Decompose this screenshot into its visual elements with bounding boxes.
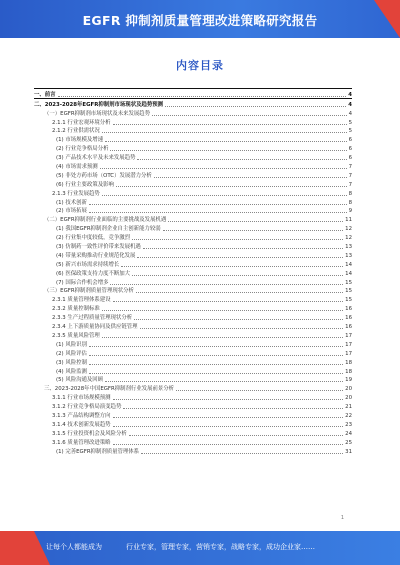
toc-leader-dots xyxy=(102,309,343,311)
toc-entry[interactable] xyxy=(34,134,352,143)
toc-entry-page: 8 xyxy=(348,199,352,206)
toc-entry-page: 7 xyxy=(348,172,352,179)
toc-leader-dots xyxy=(137,158,346,160)
toc-entry[interactable] xyxy=(34,410,352,419)
toc-entry[interactable] xyxy=(34,197,352,206)
header-red-accent xyxy=(374,0,400,38)
toc-entry-label: (1) 风险识别 xyxy=(56,341,87,348)
toc-entry-page: 5 xyxy=(348,128,352,135)
toc-entry-label: 2.3.5 质量风险管理 xyxy=(52,332,100,339)
toc-entry-page: 7 xyxy=(348,181,352,188)
toc-entry-label: (4) 市场需求预测 xyxy=(56,164,98,171)
toc-entry-page: 17 xyxy=(345,350,352,357)
toc-leader-dots xyxy=(113,398,344,400)
page-number: 1 xyxy=(340,515,344,521)
toc-leader-dots xyxy=(110,283,343,285)
toc-entry[interactable] xyxy=(34,126,352,135)
toc-entry[interactable] xyxy=(34,223,352,232)
toc-entry[interactable] xyxy=(34,170,352,179)
toc-entry-label: 2.3.4 上下游质量协同及供应链管理 xyxy=(52,324,138,331)
toc-leader-dots xyxy=(110,149,346,151)
report-footer xyxy=(0,531,400,565)
toc-entry-page: 6 xyxy=(348,146,352,153)
toc-entry[interactable] xyxy=(34,375,352,384)
toc-entry[interactable] xyxy=(34,143,352,152)
toc-entry-label: 2.3.2 质量控制标准 xyxy=(52,306,100,313)
toc-entry[interactable] xyxy=(34,108,352,117)
toc-entry-page: 8 xyxy=(348,190,352,197)
toc-leader-dots xyxy=(136,291,343,293)
toc-entry-label: (2) 市场拓展 xyxy=(56,208,87,215)
toc-entry-label: 3.1.4 技术创新发展趋势 xyxy=(52,421,111,428)
toc-leader-dots xyxy=(58,95,347,97)
toc-entry-label: 一、前言 xyxy=(34,91,56,98)
toc-entry-page: 18 xyxy=(345,368,352,375)
toc-entry-label: (2) 风险评估 xyxy=(56,350,87,357)
toc-entry[interactable] xyxy=(34,330,352,339)
toc-leader-dots xyxy=(165,105,346,107)
toc-entry-label: (3) 产品技术水平及未来发展趋势 xyxy=(56,155,136,162)
toc-entry[interactable] xyxy=(34,446,352,455)
toc-entry-page: 12 xyxy=(345,226,352,233)
toc-entry-label: （三）EGFR抑制剂质量管理现状分析 xyxy=(44,288,134,295)
toc-entry-label: (2) 行业竞争格局分析 xyxy=(56,146,109,153)
toc-entry-page: 17 xyxy=(345,332,352,339)
toc-entry-page: 22 xyxy=(345,412,352,419)
toc-leader-dots xyxy=(123,407,343,409)
toc-entry-page: 4 xyxy=(348,101,352,108)
toc-entry-page: 15 xyxy=(345,279,352,286)
toc-entry-label: 3.1.5 行业投资机会及风险分析 xyxy=(52,430,127,437)
toc-title: 内容目录 xyxy=(176,59,224,72)
toc-entry-page: 12 xyxy=(345,235,352,242)
toc-entry[interactable] xyxy=(34,206,352,215)
footer-red-block xyxy=(0,531,34,565)
toc-leader-dots xyxy=(113,123,347,125)
toc-leader-dots xyxy=(89,372,343,374)
toc-entry[interactable] xyxy=(34,321,352,330)
toc-entry[interactable] xyxy=(34,357,352,366)
toc-entry[interactable] xyxy=(34,259,352,268)
toc-entry[interactable] xyxy=(34,88,352,98)
toc-entry-label: (5) 风险沟通及回顾 xyxy=(56,377,104,384)
toc-entry-label: 2.3.1 质量管理体系建设 xyxy=(52,297,111,304)
toc-entry[interactable] xyxy=(34,294,352,303)
toc-leader-dots xyxy=(100,167,347,169)
toc-leader-dots xyxy=(89,211,347,213)
toc-leader-dots xyxy=(89,203,347,205)
toc-leader-dots xyxy=(89,345,343,347)
toc-entry[interactable] xyxy=(34,188,352,197)
toc-entry-label: 3.1.2 行业竞争格局演变趋势 xyxy=(52,404,122,411)
toc-entry-label: (1) 完善EGFR抑制剂质量管理体系 xyxy=(56,448,140,455)
toc-entry[interactable] xyxy=(34,250,352,259)
toc-entry-label: 3.1.1 行业市场规模预测 xyxy=(52,395,111,402)
toc-entry-page: 25 xyxy=(345,439,352,446)
toc-entry-page: 16 xyxy=(345,306,352,313)
toc-entry[interactable] xyxy=(34,312,352,321)
toc-leader-dots xyxy=(113,425,344,427)
toc-leader-dots xyxy=(113,416,344,418)
toc-leader-dots xyxy=(140,327,344,329)
toc-leader-dots xyxy=(132,274,343,276)
toc-entry-page: 20 xyxy=(345,395,352,402)
toc-leader-dots xyxy=(113,300,344,302)
toc-leader-dots xyxy=(137,256,343,258)
toc-leader-dots xyxy=(89,363,343,365)
toc-entry-label: (4) 风险监测 xyxy=(56,368,87,375)
toc-leader-dots xyxy=(105,380,343,382)
toc-entry-page: 11 xyxy=(345,217,352,224)
toc-entry-label: 2.1.2 行业供需状况 xyxy=(52,128,100,135)
toc-entry-label: 2.3.3 生产过程质量管理现状分析 xyxy=(52,315,133,322)
toc-entry[interactable] xyxy=(34,152,352,161)
toc-entry-page: 14 xyxy=(345,270,352,277)
toc-leader-dots xyxy=(152,114,346,116)
toc-entry-page: 13 xyxy=(345,252,352,259)
toc-entry-page: 17 xyxy=(345,341,352,348)
toc-entry-label: (4) 带量采购推动行业规范化发展 xyxy=(56,252,136,259)
toc-entry-label: (1) 我国EGFR抑制剂企业自主创新能力较弱 xyxy=(56,226,161,233)
toc-leader-dots xyxy=(176,389,343,391)
toc-entry-page: 24 xyxy=(345,430,352,437)
toc-entry-label: (2) 行业集中度较低，竞争激烈 xyxy=(56,235,131,242)
toc-entry[interactable] xyxy=(34,98,352,108)
toc-entry[interactable] xyxy=(34,241,352,250)
toc-leader-dots xyxy=(102,194,347,196)
toc-entry[interactable] xyxy=(34,366,352,375)
toc-entry-page: 21 xyxy=(345,404,352,411)
toc-leader-dots xyxy=(105,140,346,142)
toc-entry-page: 31 xyxy=(345,448,352,455)
toc-leader-dots xyxy=(113,443,344,445)
toc-leader-dots xyxy=(132,238,343,240)
toc-entry[interactable] xyxy=(34,348,352,357)
toc-leader-dots xyxy=(102,131,347,133)
table-of-contents xyxy=(34,88,352,455)
toc-leader-dots xyxy=(102,336,343,338)
toc-entry-label: (7) 国际合作机会增多 xyxy=(56,279,109,286)
toc-entry-page: 13 xyxy=(345,244,352,251)
toc-entry-page: 5 xyxy=(348,119,352,126)
toc-entry[interactable] xyxy=(34,419,352,428)
toc-entry-label: 2.1.1 行业宏观环境分析 xyxy=(52,119,111,126)
toc-entry[interactable] xyxy=(34,437,352,446)
toc-entry-label: (3) 风险控制 xyxy=(56,359,87,366)
toc-entry-page: 4 xyxy=(348,91,352,98)
toc-entry-label: 3.1.6 质量管理改进策略 xyxy=(52,439,111,446)
footer-tagline: 行业专家，管理专家，营销专家，战略专家，成功企业家…… xyxy=(126,543,315,551)
toc-entry-label: （二）EGFR抑制剂行业面临的主要挑战及发展机遇 xyxy=(44,217,167,224)
toc-entry-page: 23 xyxy=(345,421,352,428)
toc-entry[interactable] xyxy=(34,214,352,223)
toc-entry-page: 7 xyxy=(348,164,352,171)
toc-entry-page: 14 xyxy=(345,261,352,268)
toc-entry-page: 18 xyxy=(345,359,352,366)
toc-entry-label: 三、2023-2028年中国EGFR抑制剂行业发展前景分析 xyxy=(44,386,175,393)
toc-entry[interactable] xyxy=(34,117,352,126)
toc-leader-dots xyxy=(129,434,343,436)
toc-entry-label: 3.1.3 产品结构调整方向 xyxy=(52,412,111,419)
toc-entry-page: 16 xyxy=(345,315,352,322)
toc-leader-dots xyxy=(143,247,343,249)
toc-entry-page: 6 xyxy=(348,155,352,162)
toc-leader-dots xyxy=(134,318,343,320)
toc-leader-dots xyxy=(154,176,347,178)
toc-entry-page: 16 xyxy=(345,324,352,331)
toc-entry[interactable] xyxy=(34,277,352,286)
toc-entry[interactable] xyxy=(34,383,352,392)
toc-entry-page: 9 xyxy=(348,208,352,215)
toc-leader-dots xyxy=(163,229,344,231)
toc-entry-page: 19 xyxy=(345,377,352,384)
toc-entry-page: 6 xyxy=(348,137,352,144)
toc-leader-dots xyxy=(141,452,343,454)
toc-entry-label: (1) 市场规模及增速 xyxy=(56,137,104,144)
toc-entry-page: 4 xyxy=(348,110,352,117)
toc-entry-label: (1) 技术创新 xyxy=(56,199,87,206)
toc-entry[interactable] xyxy=(34,339,352,348)
report-header xyxy=(0,0,400,38)
toc-entry[interactable] xyxy=(34,303,352,312)
toc-leader-dots xyxy=(121,265,343,267)
report-title: EGFR 抑制剂质量管理改进策略研究报告 xyxy=(82,13,318,28)
footer-slogan: 让每个人都能成为 xyxy=(46,543,102,551)
toc-entry[interactable] xyxy=(34,401,352,410)
toc-leader-dots xyxy=(116,185,347,187)
toc-entry-page: 15 xyxy=(345,288,352,295)
toc-entry-label: (5) 非处方药市场（OTC）发展潜力分析 xyxy=(56,172,152,179)
toc-entry[interactable] xyxy=(34,286,352,295)
toc-entry-label: (3) 仿制药一致性评价带来发展机遇 xyxy=(56,244,141,251)
toc-leader-dots xyxy=(168,220,343,222)
toc-entry-label: (6) 行业主要政策及影响 xyxy=(56,181,114,188)
toc-entry[interactable] xyxy=(34,268,352,277)
toc-entry[interactable] xyxy=(34,161,352,170)
toc-entry[interactable] xyxy=(34,179,352,188)
toc-entry-page: 15 xyxy=(345,297,352,304)
toc-entry[interactable] xyxy=(34,392,352,401)
toc-entry-label: 二、2023-2028年EGFR抑制剂市场现状及趋势预测 xyxy=(34,101,164,108)
toc-entry[interactable] xyxy=(34,428,352,437)
toc-entry-label: (6) 医保政策支持力度不断加大 xyxy=(56,270,131,277)
toc-leader-dots xyxy=(89,354,343,356)
toc-entry-page: 20 xyxy=(345,386,352,393)
toc-entry-label: 2.1.3 行业发展趋势 xyxy=(52,190,100,197)
toc-entry-label: (5) 新兴市场需求持续增长 xyxy=(56,261,120,268)
toc-entry[interactable] xyxy=(34,232,352,241)
toc-entry-label: （一）EGFR抑制剂市场现状及未来发展趋势 xyxy=(44,110,151,117)
